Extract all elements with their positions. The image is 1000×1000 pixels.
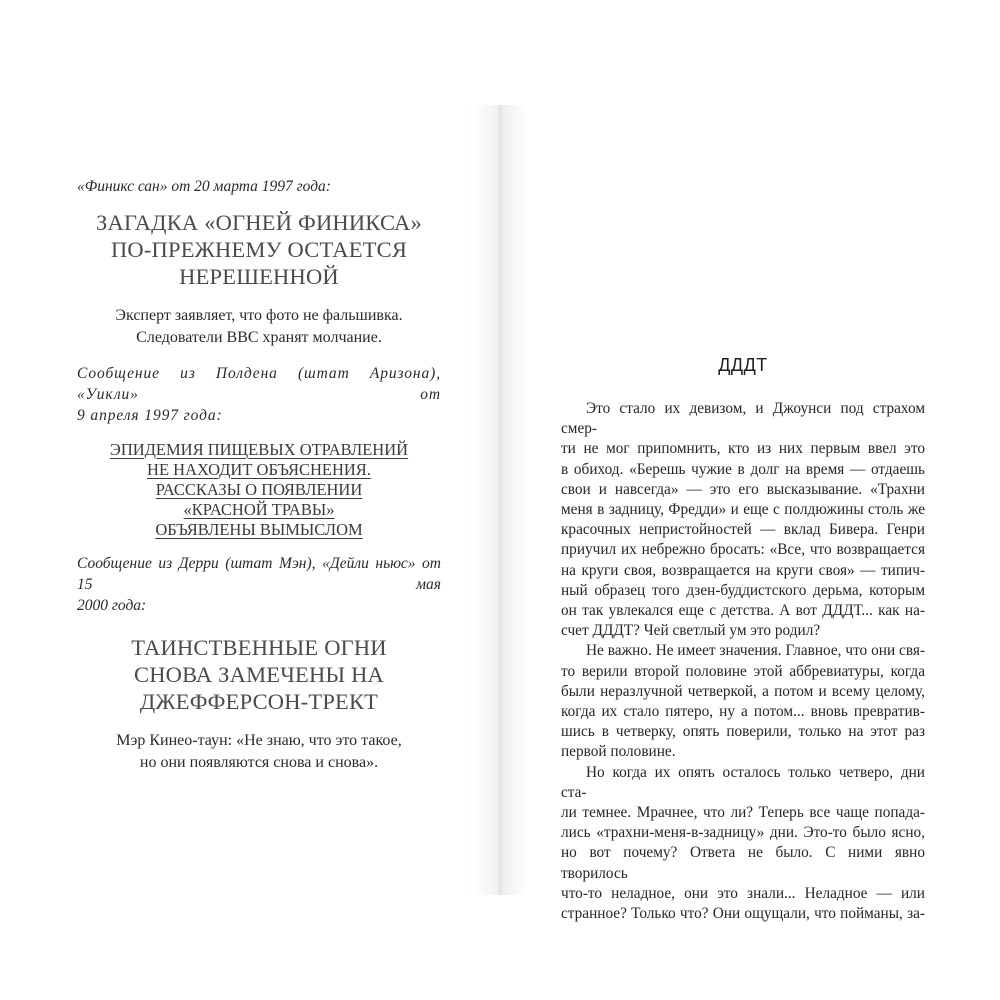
dateline-polden-weekly xyxy=(77,363,441,426)
paragraph-2 xyxy=(561,641,925,762)
text-line: ти не мог припомнить, кто из них первым ввел это xyxy=(561,440,925,458)
text-line: когда их стало пятеро, ну а потом... вновь превратив- xyxy=(561,703,925,721)
text-line: Но когда их опять осталось только четверо, дни ста- xyxy=(561,763,925,801)
text-line: что-то неладное, они это знали... Неладное — или xyxy=(561,884,925,902)
text-line: то верили второй половине этой аббревиатуры, когда xyxy=(561,662,925,680)
right-page xyxy=(561,353,925,924)
text-line: свои и навсегда» — это его высказывание. «Трахни xyxy=(561,480,925,498)
dateline-line: Сообщение из Полдена (штат Аризона), «Уикли» от xyxy=(77,365,441,403)
subhead-line: Эксперт заявляет, что фото не фальшивка. xyxy=(115,307,403,324)
headline-line: ДЖЕФФЕРСОН-ТРЕКТ xyxy=(139,689,379,714)
subhead-line: Следователи ВВС хранят молчание. xyxy=(136,329,382,346)
text-line: ный образец того дзен-буддистского дерьма, которым xyxy=(561,581,925,599)
text-line: шись в четверку, опять поверили, только на этот раз xyxy=(561,723,925,741)
text-line: счет ДДДТ? Чей светлый ум это родил? xyxy=(561,622,821,640)
headline-line: ОБЪЯВЛЕНЫ ВЫМЫСЛОМ xyxy=(155,520,363,539)
headline-line: «КРАСНОЙ ТРАВЫ» xyxy=(183,500,335,519)
headline-line: НЕ НАХОДИТ ОБЪЯСНЕНИЯ. xyxy=(147,460,371,479)
headline-mysterious-lights xyxy=(77,634,441,715)
text-line: на круги своя, возвращается на круги своя» — типич- xyxy=(561,561,925,579)
headline-line: РАССКАЗЫ О ПОЯВЛЕНИИ xyxy=(155,480,363,499)
subhead-mayor-quote xyxy=(77,730,441,774)
paragraph-1 xyxy=(561,399,925,641)
headline-line: ЭПИДЕМИЯ ПИЩЕВЫХ ОТРАВЛЕНИЙ xyxy=(109,440,409,459)
book-spine xyxy=(470,105,530,895)
dateline-line: Сообщение из Дерри (штат Мэн), «Дейли ньюс» от 15 мая xyxy=(77,555,441,593)
headline-line: ЗАГАДКА «ОГНЕЙ ФИНИКСА» xyxy=(96,210,422,235)
headline-line: ПО-ПРЕЖНЕМУ ОСТАЕТСЯ xyxy=(110,237,408,262)
subhead-line: но они появляются снова и снова». xyxy=(139,754,379,771)
dateline-derry-daily-news xyxy=(77,553,441,616)
text-line: красочных непристойностей — вклад Бивера. Генри xyxy=(561,521,925,539)
text-line: Это стало их девизом, и Джоунси под страхом смер- xyxy=(561,400,925,438)
text-line: лись «трахни-меня-в-задницу» дни. Это-то было ясно, xyxy=(561,824,925,842)
headline-line: СНОВА ЗАМЕЧЕНЫ НА xyxy=(134,662,384,687)
text-line: ли темнее. Мрачнее, что ли? Теперь все чаще попада- xyxy=(561,804,925,822)
text-line: Не важно. Не имеет значения. Главное, что они свя- xyxy=(586,642,925,660)
text-line: он так увлекался еще с детства. А вот ДДДТ... как на- xyxy=(561,602,925,620)
dateline-line: 9 апреля 1997 года: xyxy=(77,407,223,424)
text-line: приучил их небрежно бросать: «Все, что возвращается xyxy=(561,541,925,559)
text-line: странное? Только что? Они ощущали, что пойманы, за- xyxy=(561,905,925,923)
dateline-line: 2000 года: xyxy=(77,597,147,614)
dateline-phoenix-sun: «Финикс сан» от 20 марта 1997 года: xyxy=(77,178,331,195)
text-line: но вот почему? Ответа не было. С ними явно творилось xyxy=(561,844,925,882)
text-line: в обиход. «Берешь чужие в долг на время — отдаешь xyxy=(561,460,925,478)
headline-phoenix-lights xyxy=(77,209,441,290)
left-page xyxy=(77,176,441,774)
text-line: меня в задницу, Фредди» и еще с полдюжины столь же xyxy=(561,501,925,519)
chapter-title: ДДДТ xyxy=(718,355,768,375)
headline-food-poisoning xyxy=(77,440,441,540)
paragraph-3 xyxy=(561,763,925,925)
headline-line: ТАИНСТВЕННЫЕ ОГНИ xyxy=(131,635,387,660)
text-line: были неразлучной четверкой, а потом и всему целому, xyxy=(561,682,925,700)
subhead-expert xyxy=(77,305,441,349)
subhead-line: Мэр Кинео-таун: «Не знаю, что это такое, xyxy=(116,732,402,749)
text-line: первой половине. xyxy=(561,743,676,761)
headline-line: НЕРЕШЕННОЙ xyxy=(179,264,339,289)
